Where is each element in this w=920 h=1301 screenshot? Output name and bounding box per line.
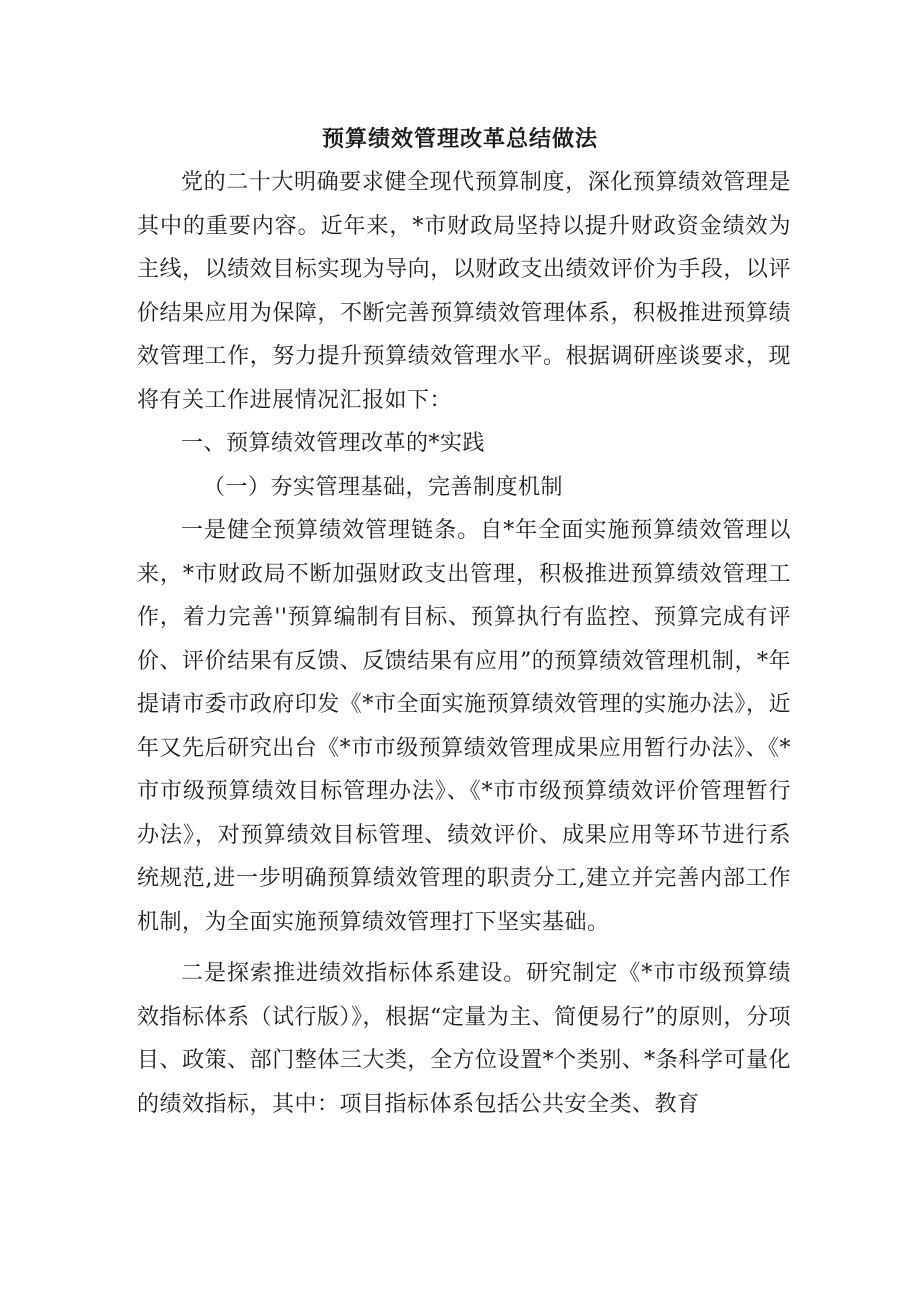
paragraph-1: 一是健全预算绩效管理链条。自*年全面实施预算绩效管理以来，*市财政局不断加强财政支出管理，积极推进预算绩效管理工作，着力完善''预算编制有目标、预算执行有监控、预算完成有评价、评价结果有反馈、反馈结果有应用”的预算绩效管理机制，*年提请市委市政府印发《*市全面实施预算绩效管理的实施办法》，近年又先后研究出台《*市市级预算绩效管理成果应用暂行办法》、《*市市级预算绩效目标管理办法》、《*市市级预算绩效评价管理暂行办法》，对预算绩效目标管理、绩效评价、成果应用等环节进行系统规范,进一步明确预算绩效管理的职责分工,建立并完善内部工作机制，为全面实施预算绩效管理打下坚实基础。 — [137, 518, 791, 935]
document-title: 预算绩效管理改革总结做法 — [321, 126, 598, 152]
subsection-heading: （一）夯实管理基础，完善制度机制 — [203, 474, 564, 500]
paragraph-2: 二是探索推进绩效指标体系建设。研究制定《*市市级预算绩效指标体系（试行版）》，根据“定量为主、简便易行”的原则，分项目、政策、部门整体三大类，全方位设置*个类别、*条科学可量化的绩效指标，其中：项目指标体系包括公共安全类、教育 — [137, 961, 791, 1117]
section-heading: 一、预算绩效管理改革的*实践 — [181, 431, 486, 456]
paragraph-intro: 党的二十大明确要求健全现代预算制度，深化预算绩效管理是其中的重要内容。近年来，*市财政局坚持以提升财政资金绩效为主线，以绩效目标实现为导向，以财政支出绩效评价为手段，以评价结果应用为保障，不断完善预算绩效管理体系，积极推进预算绩效管理工作，努力提升预算绩效管理水平。根据调研座谈要求，现将有关工作进展情况汇报如下： — [137, 170, 791, 413]
document-body — [137, 161, 791, 1126]
